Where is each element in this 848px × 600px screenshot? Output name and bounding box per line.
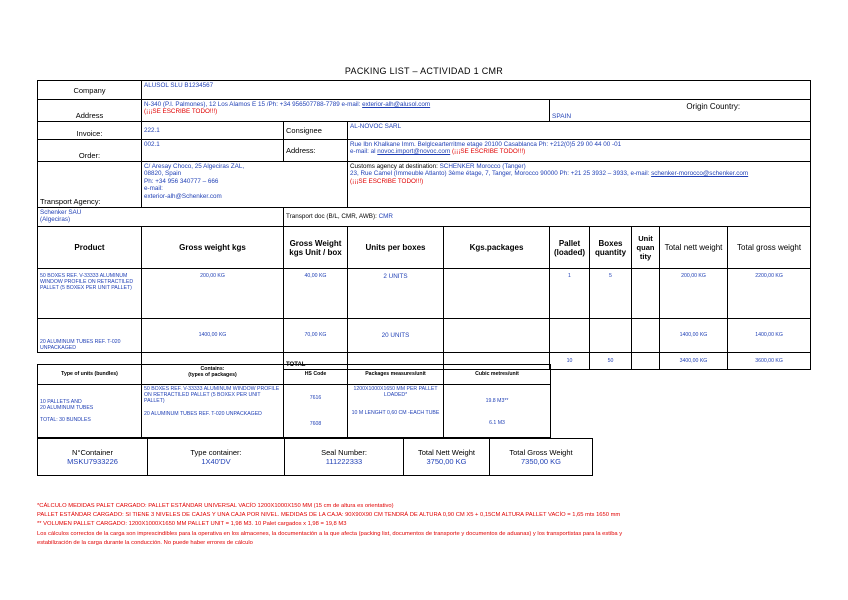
row2-kgs-packages <box>444 319 550 353</box>
row2-unit-quantity <box>632 319 660 353</box>
measure-2: 10 M LENGHT 0,60 CM -EACH TUBE <box>351 410 440 417</box>
row1-product: 50 BOXES REF. V-33333 ALUMINUM WINDOW PROFILE ON RETRACTILED PALLET (5 BOXEX PER UNIT PALLET) <box>38 269 142 319</box>
units-line2: 20 ALUMINUM TUBES <box>40 404 94 411</box>
row2-pallet <box>550 319 590 353</box>
container-table <box>37 438 593 476</box>
customs-agency-email[interactable]: schenker-morocco@schenker.com <box>651 170 749 178</box>
table-row <box>38 319 811 353</box>
cubic-2: 6.1 M3 <box>489 420 505 427</box>
total-boxes: 50 <box>590 353 632 370</box>
gross-weight-label: Total Gross Weight <box>509 448 573 457</box>
header-total-gross: Total gross weight <box>728 227 811 269</box>
seal-number <box>285 439 404 476</box>
packing-list-table <box>37 80 811 370</box>
contains-sub-label: (types of packages) <box>188 372 237 379</box>
footnote-1: *CÁLCULO MEDIDAS PALET CARGADO: PALLET ESTÁNDAR UNIVERSAL VACÍO 1200X1000X150 MM (15 cm de altura es orientativo) <box>37 503 394 509</box>
transport-agency-line3: Ph: +34 956 340777 – 666 <box>144 177 219 185</box>
row1-pallet: 1 <box>550 269 590 319</box>
transport-doc-label: Transport doc (B/L, CMR, AWB): <box>286 213 379 221</box>
customs-agency-name: SCHENKER Morocco (Tanger) <box>439 163 526 170</box>
cubic-cell <box>444 385 551 438</box>
row1-gross-weight: 200,00 KG <box>142 269 284 319</box>
footnote-2: PALLET ESTÁNDAR CARGADO: SI TIENE 3 NIVELES DE CAJAS Y UNA CAJA POR NIVEL. MEDIDAS DE LA CAJA: 90X90X90 CM TENDRÁ DE ALTURA 0,90 CM X5 + 0,15CM ALTURA PALLET VACÍO = 1,65 mts 1650 mm <box>37 512 621 519</box>
invoice-label: Invoice: <box>38 122 142 140</box>
customs-agency-note: (¡¡¡SE ESCRIBE TODO!!!) <box>350 177 424 185</box>
address-text: N-340 (P.I. Palmones), 12 Los Alamos E 15 /Ph: +34 956507788-7789 e-mail: <box>144 101 363 108</box>
footnote-5: estabilización de la carga durante la conducción. No puede haber errores de cálculo <box>37 539 253 546</box>
consignee-note: (¡¡¡SE ESCRIBE TODO!!!) <box>451 148 526 156</box>
total-gross-weight <box>490 439 593 476</box>
footnote-4: Los cálculos correctos de la carga son imprescindibles para la operativa en los almacenes, la documentación a la que afecta (packing list, documentos de transporte y documentos de aduanas) y los transportistas para la estiba y <box>37 530 623 537</box>
row1-gross-unit: 40,00 KG <box>284 269 348 319</box>
container-type-value: 1X40'DV <box>201 457 231 466</box>
units-line1: 10 PALLETS AND <box>40 398 82 405</box>
hs-code-1: 7616 <box>309 395 322 401</box>
total-nett-weight <box>404 439 490 476</box>
transport-agency-line5: exterior-alh@Schenker.com <box>144 192 222 200</box>
container-type <box>148 439 285 476</box>
row1-total-gross: 2200,00 KG <box>728 269 811 319</box>
container-label: N°Container <box>72 448 113 457</box>
invoice-value: 222.1 <box>142 122 284 140</box>
nett-weight-value: 3750,00 KG <box>426 457 467 466</box>
header-boxes-quantity: Boxes quantity <box>590 227 632 269</box>
nett-weight-label: Total Nett Weight <box>418 448 475 457</box>
consignee-address-line1: Rue Ibn Khalkane Imm. Belglcearterritme etage 20100 Casablanca Ph: +212(0)5 29 00 44 00 -01 <box>350 141 622 148</box>
row2-total-nett: 1400,00 KG <box>660 319 728 353</box>
contains-label: Contains: <box>200 366 225 372</box>
address-note: (¡¡¡SE ESCRIBE TODO!!!) <box>144 108 218 116</box>
origin-cell <box>550 100 811 122</box>
origin-value: SPAIN <box>552 113 572 120</box>
transport-agency-address <box>142 162 348 208</box>
sub-header-cubic: Cubic metres/unit <box>444 365 551 385</box>
contains-line1: 50 BOXES REF. V-33333 ALUMINUM WINDOW PROFILE ON RETRACTILED PALLET (5 BOXEX PER UNIT PALLET) <box>144 386 280 405</box>
container-type-label: Type container: <box>190 448 242 457</box>
consignee-email[interactable]: novoc.import@novoc.com <box>377 148 451 156</box>
total-gross: 3600,00 KG <box>728 353 811 370</box>
row2-gross-weight: 1400,00 KG <box>142 319 284 353</box>
footnote-3: ** VOLUMEN PALLET CARGADO: 1200X1000X1650 MM PALLET UNIT = 1,98 M3. 10 Palet cargados x 1,98 = 19,8 M3 <box>37 521 347 528</box>
table-row <box>38 269 811 319</box>
address-value <box>142 100 550 122</box>
transport-agency-label: Transport Agency: <box>38 162 142 208</box>
contains-cell <box>142 385 284 438</box>
consignee-label: Consignee <box>284 122 348 140</box>
customs-agency <box>348 162 811 208</box>
gross-weight-value: 7350,00 KG <box>520 457 562 466</box>
row2-boxes <box>590 319 632 353</box>
agency-city: (Algeciras) <box>40 216 71 224</box>
measures-cell <box>348 385 444 438</box>
seal-value: 111222333 <box>325 457 363 466</box>
row1-total-nett: 200,00 KG <box>660 269 728 319</box>
header-unit-quantity: Unit quan tity <box>632 227 660 269</box>
row2-gross-unit: 70,00 KG <box>284 319 348 353</box>
contains-line2: 20 ALUMINUM TUBES REF. T-020 UNPACKAGED <box>144 410 262 417</box>
row2-total-gross: 1400,00 KG <box>728 319 811 353</box>
sub-header-type-units: Type of units (bundles) <box>38 365 142 385</box>
row1-boxes: 5 <box>590 269 632 319</box>
measure-1: 1200X1000X1650 MM PER PALLET LOADED* <box>353 386 438 399</box>
total-empty-5 <box>632 353 660 370</box>
header-units-per-box: Units per boxes <box>348 227 444 269</box>
units-cell <box>38 385 142 438</box>
transport-agency-line4: e-mail: <box>144 185 163 193</box>
row2-units-per-box: 20 UNITS <box>348 319 444 353</box>
origin-label: Origin Country: <box>686 102 741 111</box>
container-value: MSKU7933226 <box>67 457 118 466</box>
footnotes <box>37 502 827 548</box>
consignee-value: AL-NOVOC SARL <box>348 122 811 140</box>
header-product: Product <box>38 227 142 269</box>
header-total-nett: Total nett weight <box>660 227 728 269</box>
sub-header-contains <box>142 365 284 385</box>
header-pallet: Pallet (loaded) <box>550 227 590 269</box>
sub-header-measures: Packages measures/unit <box>348 365 444 385</box>
transport-doc-value: CMR <box>378 213 393 221</box>
units-total: TOTAL: 30 BUNDLES <box>40 417 91 424</box>
total-pallet: 10 <box>550 353 590 370</box>
package-detail-table <box>37 364 551 438</box>
hs-code-2: 7608 <box>309 421 322 428</box>
agency-name: Schenker SAU <box>40 209 82 216</box>
hs-cell <box>284 385 348 438</box>
transport-agency-line1: C/ Aresay Choco, 25 Algeciras ZAL, <box>144 163 245 170</box>
transport-agency-line2: 08820, Spain <box>144 170 182 178</box>
header-kgs-packages: Kgs.packages <box>444 227 550 269</box>
total-nett: 3400,00 KG <box>660 353 728 370</box>
transport-agency-name <box>38 208 284 227</box>
container-number <box>38 439 148 476</box>
company-label: Company <box>38 81 142 100</box>
row1-unit-quantity <box>632 269 660 319</box>
consignee-address <box>348 140 811 162</box>
customs-agency-line2: 23, Rue Camel (Immeuble Atlanto) 3ème étage, 7, Tanger, Morocco 90000 Ph: +21 25 3932 – 3933, e-mail: <box>350 170 652 178</box>
page-title: PACKING LIST – ACTIVIDAD 1 CMR <box>344 66 504 76</box>
row1-units-per-box: 2 UNITS <box>348 269 444 319</box>
row2-product: 20 ALUMINUM TUBES REF. T-020 UNPACKAGED <box>38 319 142 353</box>
company-value: ALUSOL SLU B1234567 <box>142 81 811 100</box>
transport-doc <box>284 208 811 227</box>
seal-label: Seal Number: <box>321 448 367 457</box>
total-label: TOTAL <box>284 353 348 370</box>
header-gross-weight-unit: Gross Weight kgs Unit / box <box>284 227 348 269</box>
header-gross-weight: Gross weight kgs <box>142 227 284 269</box>
customs-agency-label: Customs agency at destination: <box>350 163 440 170</box>
consignee-address-label: Address: <box>284 140 348 162</box>
address-email[interactable]: exterior-alh@alusol.com <box>362 101 431 108</box>
cubic-1: 19.8 M3** <box>485 398 509 404</box>
consignee-address-prefix: e-mail: al <box>350 148 378 156</box>
order-value: 002.1 <box>142 140 284 162</box>
order-label: Order: <box>38 140 142 162</box>
sub-header-hs-code: HS Code <box>284 365 348 385</box>
address-label: Address <box>38 100 142 122</box>
row1-kgs-packages <box>444 269 550 319</box>
